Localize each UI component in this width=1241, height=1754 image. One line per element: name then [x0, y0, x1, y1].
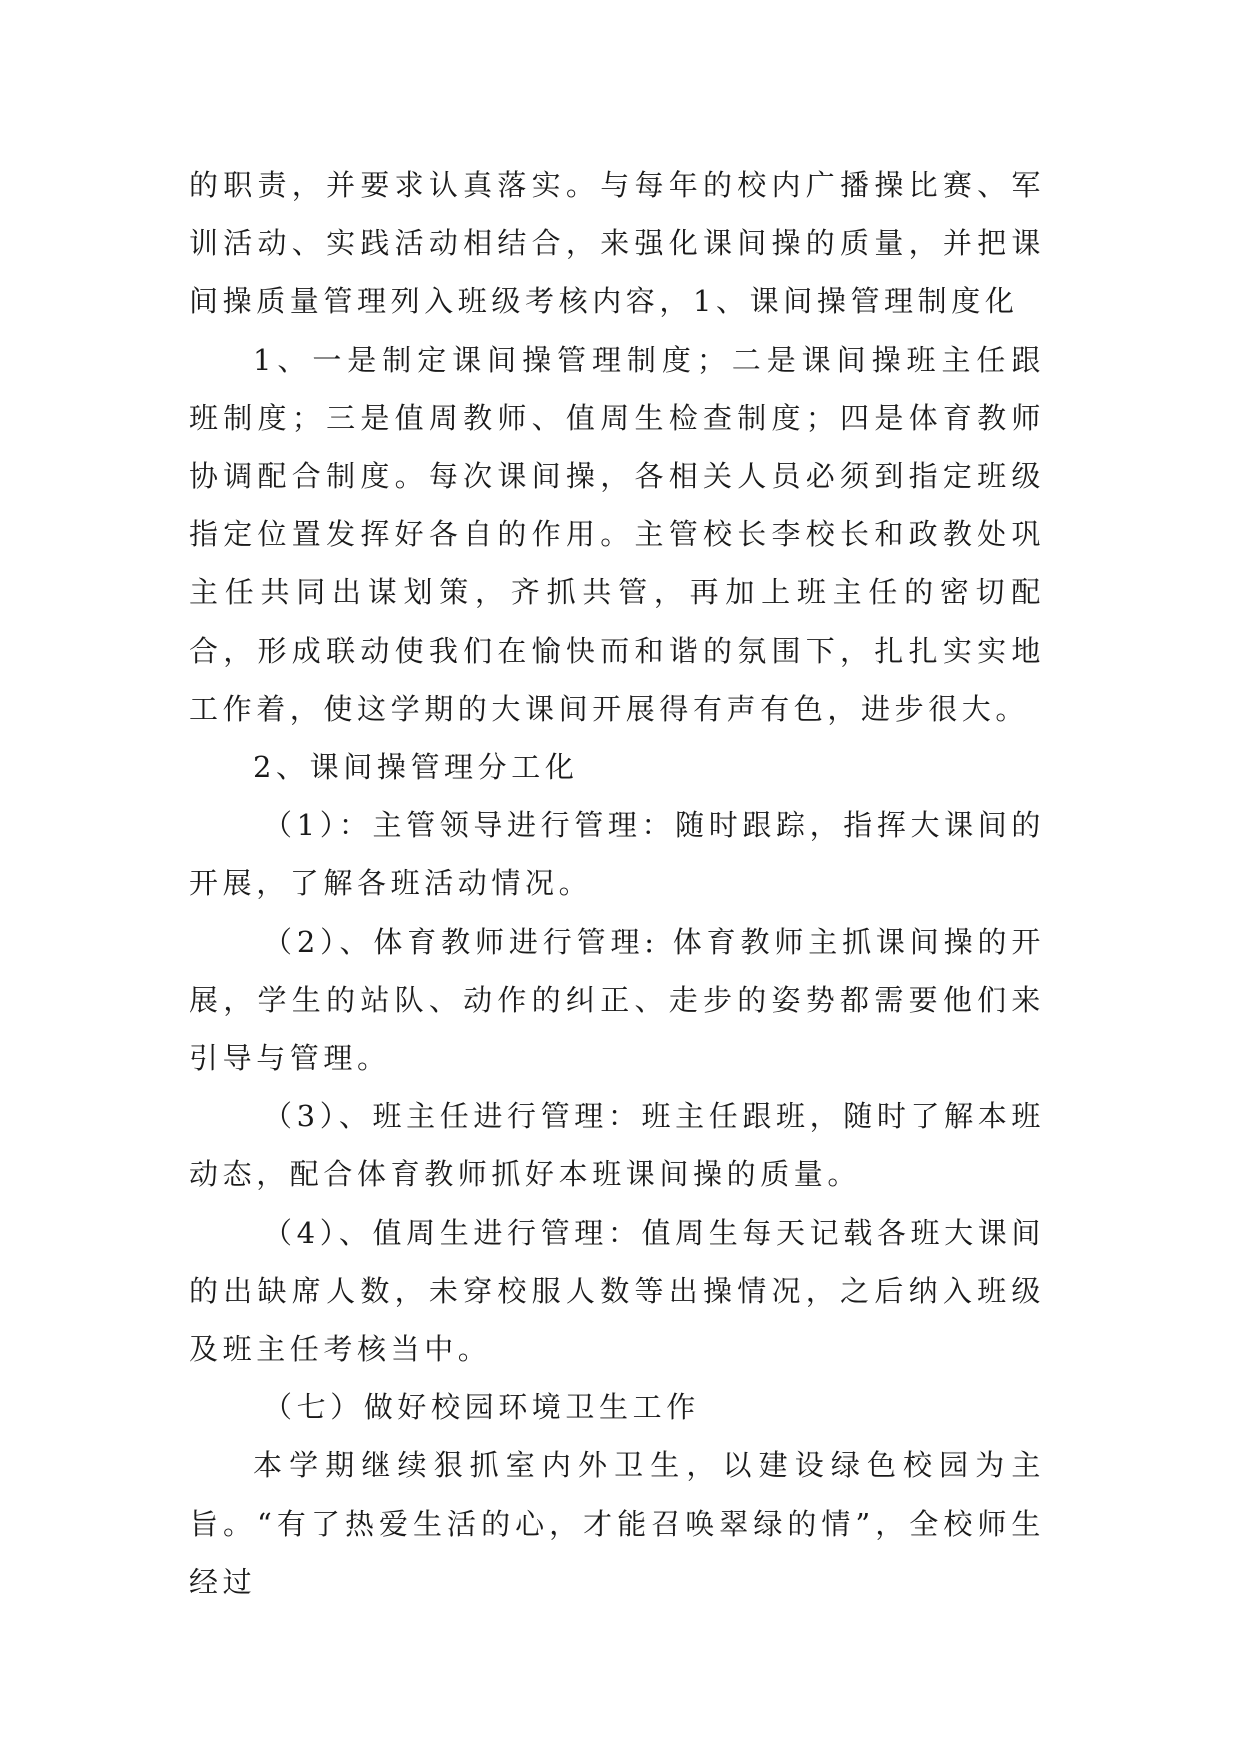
paragraph-exercise-system: 1、一是制定课间操管理制度；二是课间操班主任跟班制度；三是值周教师、值周生检查制度；四是体育教师协调配合制度。每次课间操，各相关人员必须到指定班级指定位置发挥好各自的作用。主管校长李校长和政教处巩主任共同出谋划策，齐抓共管，再加上班主任的密切配合，形成联动使我们在愉快而和谐的氛围下，扎扎实实地工作着，使这学期的大课间开展得有声有色，进步很大。 — [189, 342, 1045, 726]
heading-campus-hygiene: （七）做好校园环境卫生工作 — [263, 1390, 700, 1425]
document-body — [189, 156, 1045, 1611]
paragraph-duties: 的职责，并要求认真落实。与每年的校内广播操比赛、军训活动、实践活动相结合，来强化课间操的质量，并把课间操质量管理列入班级考核内容，1、课间操管理制度化 — [189, 168, 1045, 319]
paragraph-leader-management: （1）：主管领导进行管理：随时跟踪，指挥大课间的开展，了解各班活动情况。 — [189, 808, 1045, 901]
paragraph-hygiene-work: 本学期继续狠抓室内外卫生，以建设绿色校园为主旨。“有了热爱生活的心，才能召唤翠绿的情”，全校师生经过 — [189, 1448, 1045, 1599]
paragraph-duty-student-management: （4）、值周生进行管理：值周生每天记载各班大课间的出缺席人数，未穿校服人数等出操情况，之后纳入班级及班主任考核当中。 — [189, 1215, 1045, 1367]
paragraph-head-teacher-management: （3）、班主任进行管理：班主任跟班，随时了解本班动态，配合体育教师抓好本班课间操的质量。 — [189, 1099, 1045, 1192]
heading-division-of-labor: 2、课间操管理分工化 — [253, 750, 579, 785]
paragraph-pe-teacher-management: （2）、体育教师进行管理: 体育教师主抓课间操的开展，学生的站队、动作的纠正、走步的姿势都需要他们来引导与管理。 — [189, 924, 1045, 1076]
